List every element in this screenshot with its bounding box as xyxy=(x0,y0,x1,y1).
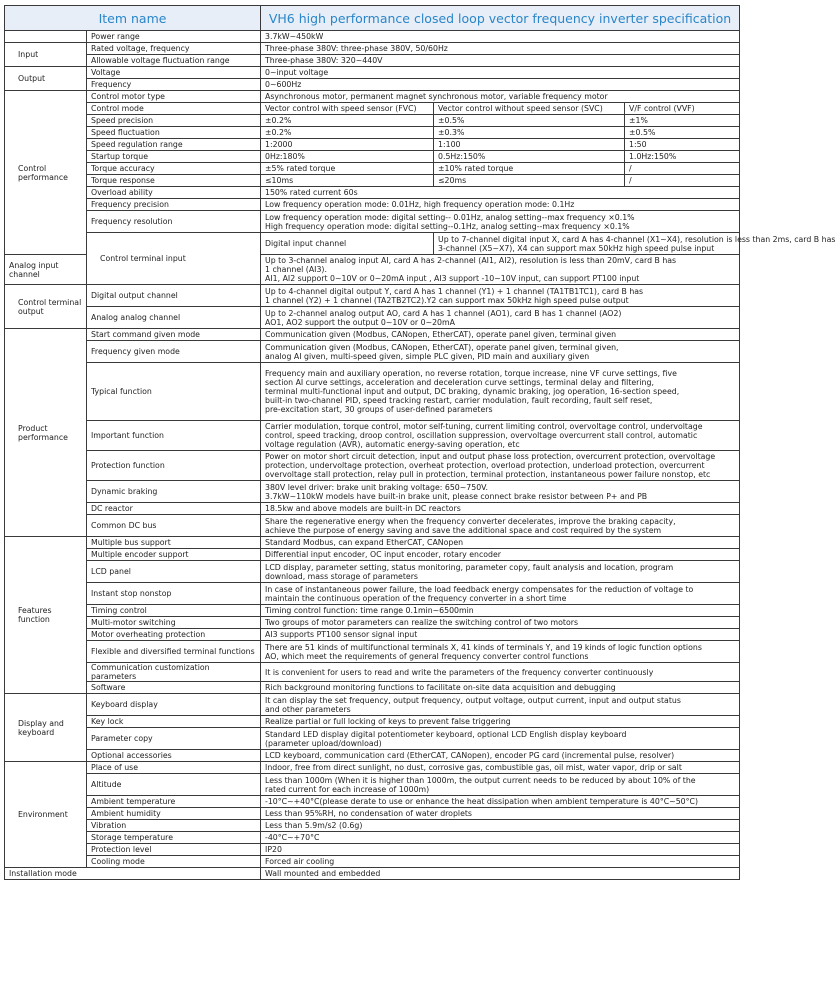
value-line: Less than 5.9m/s2 (0.6g) xyxy=(265,821,363,830)
svc-value: ±0.5% xyxy=(434,115,625,127)
spec-value xyxy=(261,808,740,820)
svc-value: ≤20ms xyxy=(434,175,625,187)
spec-label: Ambient humidity xyxy=(87,808,261,820)
empty-cell xyxy=(5,31,87,43)
spec-label: Cooling mode xyxy=(87,856,261,868)
vvf-value: 1.0Hz:150% xyxy=(625,151,740,163)
table-row xyxy=(5,199,740,211)
category-environment: Environment xyxy=(5,762,87,868)
spec-value xyxy=(261,481,740,503)
table-row xyxy=(5,762,740,774)
table-row xyxy=(5,79,740,91)
spec-value xyxy=(261,341,740,363)
spec-value xyxy=(261,820,740,832)
table-row xyxy=(5,796,740,808)
table-row xyxy=(5,682,740,694)
value-line: Rich background monitoring functions to facilitate on-site data acquisition and debugging xyxy=(265,683,616,692)
vvf-value: 1:50 xyxy=(625,139,740,151)
spec-label: Speed precision xyxy=(87,115,261,127)
table-row xyxy=(5,503,740,515)
table-row xyxy=(5,67,740,79)
spec-value xyxy=(261,641,740,663)
value-line: protection, undervoltage protection, overheat protection, overload protection, underload protection, overcurrent xyxy=(265,461,705,470)
value-line: Indoor, free from direct sunlight, no dust, corrosive gas, combustible gas, oil mist, water vapor, drip or salt xyxy=(265,763,682,772)
fvc-value: ±0.2% xyxy=(261,127,434,139)
table-row xyxy=(5,55,740,67)
value-line: Standard LED display digital potentiometer keyboard, optional LCD English display keyboard xyxy=(265,729,627,739)
spec-label: Communication customization parameters xyxy=(87,663,261,682)
spec-label: Motor overheating protection xyxy=(87,629,261,641)
spec-value xyxy=(261,774,740,796)
value-line: Two groups of motor parameters can realize the switching control of two motors xyxy=(265,618,579,627)
vvf-value: / xyxy=(625,163,740,175)
fvc-value: ±0.2% xyxy=(261,115,434,127)
spec-label: Torque response xyxy=(87,175,261,187)
spec-value xyxy=(261,629,740,641)
table-row xyxy=(5,43,740,55)
spec-label: Frequency xyxy=(87,79,261,91)
spec-value xyxy=(261,750,740,762)
spec-value: 0~600Hz xyxy=(261,79,740,91)
value-line: AO, which meet the requirements of general frequency converter control functions xyxy=(265,651,589,661)
value-line: Differential input encoder, OC input encoder, rotary encoder xyxy=(265,550,501,559)
value-line: maintain the continuous operation of the frequency converter in a short time xyxy=(265,593,567,603)
spec-label: Frequency given mode xyxy=(87,341,261,363)
value-line: built-in two-channel PID, speed tracking restart, carrier modulation, fault recording, fault self reset, xyxy=(265,396,653,405)
spec-label: Voltage xyxy=(87,67,261,79)
value-line: 380V level driver: brake unit braking voltage: 650~750V. xyxy=(265,482,488,492)
value-line: section AI curve settings, acceleration and deceleration curve settings, terminal delay and filtering, xyxy=(265,378,654,387)
fvc-value: ±5% rated torque xyxy=(261,163,434,175)
spec-value xyxy=(434,233,835,255)
value-line: 18.5kw and above models are built-in DC reactors xyxy=(265,504,461,513)
spec-value xyxy=(261,605,740,617)
table-row xyxy=(5,774,740,796)
svc-value: 1:100 xyxy=(434,139,625,151)
spec-label: Keyboard display xyxy=(87,694,261,716)
table-row xyxy=(5,163,740,175)
value-line: Realize partial or full locking of keys to prevent false triggering xyxy=(265,717,511,726)
category-features-function: Features function xyxy=(5,537,87,694)
value-line: achieve the purpose of energy saving and save the additional space and cost required by the system xyxy=(265,525,662,535)
table-row xyxy=(5,716,740,728)
fvc-value: 1:2000 xyxy=(261,139,434,151)
value-line: 1 channel (AI3). xyxy=(265,265,327,274)
spec-label: Dynamic braking xyxy=(87,481,261,503)
table-row xyxy=(5,549,740,561)
table-row xyxy=(5,728,740,750)
table-row xyxy=(5,605,740,617)
spec-label: Speed fluctuation xyxy=(87,127,261,139)
fvc-value: ≤10ms xyxy=(261,175,434,187)
spec-label: Altitude xyxy=(87,774,261,796)
value-line: Communication given (Modbus, CANopen, EtherCAT), operate panel given, terminal given, xyxy=(265,342,619,352)
spec-value xyxy=(261,211,740,233)
table-row xyxy=(5,451,740,481)
spec-value xyxy=(261,617,740,629)
header-item-name: Item name xyxy=(5,6,261,31)
spec-value: Asynchronous motor, permanent magnet synchronous motor, variable frequency motor xyxy=(261,91,740,103)
spec-label: Optional accessories xyxy=(87,750,261,762)
value-line: Low frequency operation mode: digital setting-- 0.01Hz, analog setting--max frequency ×0.1% xyxy=(265,212,635,222)
table-row xyxy=(5,856,740,868)
fvc-value: Vector control with speed sensor (FVC) xyxy=(261,103,434,115)
value-line: LCD display, parameter setting, status monitoring, parameter copy, fault analysis and location, program xyxy=(265,562,674,572)
spec-label: Storage temperature xyxy=(87,832,261,844)
spec-value xyxy=(261,716,740,728)
spec-value: Three-phase 380V: three-phase 380V, 50/60Hz xyxy=(261,43,740,55)
spec-value xyxy=(261,682,740,694)
value-line: In case of instantaneous power failure, the load feedback energy compensates for the reduction of voltage to xyxy=(265,584,694,594)
spec-label: Installation mode xyxy=(5,868,261,880)
table-row xyxy=(5,421,740,451)
spec-value xyxy=(261,796,740,808)
category-input: Input xyxy=(5,43,87,67)
spec-label: Important function xyxy=(87,421,261,451)
spec-label: Overload ability xyxy=(87,187,261,199)
spec-value xyxy=(261,728,740,750)
value-line: and other parameters xyxy=(265,704,351,714)
table-row xyxy=(5,641,740,663)
category-control-terminal-output: Control terminal output xyxy=(5,285,87,329)
table-row xyxy=(5,844,740,856)
spec-value xyxy=(261,285,740,307)
svc-value: Vector control without speed sensor (SVC) xyxy=(434,103,625,115)
spec-label: Key lock xyxy=(87,716,261,728)
spec-label: Software xyxy=(87,682,261,694)
spec-label: Frequency resolution xyxy=(87,211,261,233)
value-line: Standard Modbus, can expand EtherCAT, CANopen xyxy=(265,538,464,547)
value-line: Forced air cooling xyxy=(265,857,335,866)
value-line: Up to 3-channel analog input AI, card A has 2-channel (AI1, AI2), resolution is less than 20mV, card B has xyxy=(265,256,677,265)
spec-label: Start command given mode xyxy=(87,329,261,341)
spec-value xyxy=(261,856,740,868)
table-row xyxy=(5,663,740,682)
vvf-value: ±1% xyxy=(625,115,740,127)
table-body xyxy=(5,31,835,880)
spec-label: Digital output channel xyxy=(87,285,261,307)
value-line: Power on motor short circuit detection, input and output phase loss protection, overcurrent protection, overvoltage xyxy=(265,452,716,461)
value-line: Frequency main and auxiliary operation, no reverse rotation, torque increase, nine VF curve settings, five xyxy=(265,369,677,378)
spec-value xyxy=(261,515,740,537)
table-row xyxy=(5,537,740,549)
value-line: LCD keyboard, communication card (EtherCAT, CANopen), encoder PG card (incremental pulse, resolver) xyxy=(265,751,675,760)
spec-label: Place of use xyxy=(87,762,261,774)
table-row xyxy=(5,103,740,115)
fvc-value: 0Hz:180% xyxy=(261,151,434,163)
spec-label: Speed regulation range xyxy=(87,139,261,151)
table-row xyxy=(5,329,740,341)
table-row xyxy=(5,151,740,163)
spec-label: Startup torque xyxy=(87,151,261,163)
value-line: overvoltage stall protection, relay pull in protection, terminal protection, instantaneous power failure nonstop, etc xyxy=(265,470,711,479)
spec-label: Control mode xyxy=(87,103,261,115)
spec-value xyxy=(261,451,740,481)
value-line: High frequency operation mode: digital setting--0.1Hz, analog setting--max frequency ×0.1% xyxy=(265,221,630,231)
value-line: It is convenient for users to read and write the parameters of the frequency converter continuously xyxy=(265,667,654,677)
value-line: rated current for each increase of 1000m) xyxy=(265,784,430,794)
table-row xyxy=(5,808,740,820)
spec-value xyxy=(261,583,740,605)
value-line: voltage regulation (AVR), automatic energy-saving operation, etc xyxy=(265,440,520,449)
value-line: 3.7kW~110kW models have built-in brake unit, please connect brake resistor between P+ and PB xyxy=(265,491,648,501)
value-line: Less than 1000m (When it is higher than 1000m, the output current needs to be reduced by about 10% of the xyxy=(265,775,696,785)
spec-value: Three-phase 380V: 320~440V xyxy=(261,55,740,67)
vvf-value: V/F control (VVF) xyxy=(625,103,740,115)
spec-label: Common DC bus xyxy=(87,515,261,537)
value-line: Carrier modulation, torque control, motor self-tuning, current limiting control, overvoltage control, undervoltage xyxy=(265,422,703,431)
value-line: 3-channel (X5~X7), X4 can support max 50kHz high speed pulse input xyxy=(438,243,715,253)
spec-label: Control motor type xyxy=(87,91,261,103)
value-line: It can display the set frequency, output frequency, output voltage, output current, input and output status xyxy=(265,695,681,705)
vvf-value: / xyxy=(625,175,740,187)
spec-label: Rated voltage, frequency xyxy=(87,43,261,55)
value-line: IP20 xyxy=(265,845,282,854)
spec-label: Parameter copy xyxy=(87,728,261,750)
category-output: Output xyxy=(5,67,87,91)
spec-value xyxy=(261,503,740,515)
spec-value xyxy=(261,762,740,774)
table-row xyxy=(5,481,740,503)
spec-label: Frequency precision xyxy=(87,199,261,211)
spec-label: Allowable voltage fluctuation range xyxy=(87,55,261,67)
category-display-keyboard: Display and keyboard xyxy=(5,694,87,762)
spec-value xyxy=(261,694,740,716)
table-row xyxy=(5,115,740,127)
spec-label: Digital input channel xyxy=(261,233,434,255)
spec-value xyxy=(261,255,740,285)
spec-label: Power range xyxy=(87,31,261,43)
table-row xyxy=(5,832,740,844)
table-row xyxy=(5,629,740,641)
spec-label: DC reactor xyxy=(87,503,261,515)
value-line: download, mass storage of parameters xyxy=(265,571,418,581)
table-row xyxy=(5,750,740,762)
spec-label: Vibration xyxy=(87,820,261,832)
value-line: Share the regenerative energy when the frequency converter decelerates, improve the braking capacity, xyxy=(265,516,676,526)
table-row xyxy=(5,363,740,421)
value-line: -40°C~+70°C xyxy=(265,833,320,842)
spec-value xyxy=(261,363,740,421)
value-line: analog AI given, multi-speed given, simple PLC given, PID main and auxiliary given xyxy=(265,351,590,361)
spec-label: Multiple encoder support xyxy=(87,549,261,561)
vvf-value: ±0.5% xyxy=(625,127,740,139)
value-line: control, speed tracking, droop control, oscillation suppression, overvoltage overcurrent stall control, automatic xyxy=(265,431,698,440)
value-line: Timing control function: time range 0.1min~6500min xyxy=(265,606,474,615)
value-line: Less than 95%RH, no condensation of water droplets xyxy=(265,809,472,818)
table-row xyxy=(5,91,740,103)
spec-label: Protection level xyxy=(87,844,261,856)
table-row xyxy=(5,139,740,151)
table-row xyxy=(5,233,740,255)
table-row xyxy=(5,583,740,605)
value-line: -10°C~+40°C(please derate to use or enhance the heat dissipation when ambient temperature is 40°C~50°C) xyxy=(265,797,699,806)
spec-label: Timing control xyxy=(87,605,261,617)
table-row xyxy=(5,820,740,832)
spec-label: Multiple bus support xyxy=(87,537,261,549)
spec-value xyxy=(261,663,740,682)
spec-label: Analog input channel xyxy=(5,255,87,285)
table-row xyxy=(5,515,740,537)
table-row xyxy=(5,285,740,307)
table-row xyxy=(5,175,740,187)
spec-label: Typical function xyxy=(87,363,261,421)
spec-value: Low frequency operation mode: 0.01Hz, high frequency operation mode: 0.1Hz xyxy=(261,199,740,211)
table-row xyxy=(5,617,740,629)
spec-label: Multi-motor switching xyxy=(87,617,261,629)
value-line: Up to 2-channel analog output AO, card A has 1 channel (AO1), card B has 1 channel (AO2) xyxy=(265,308,622,318)
table-row xyxy=(5,561,740,583)
category-product-performance: Product performance xyxy=(5,329,87,537)
spec-label: Flexible and diversified terminal functions xyxy=(87,641,261,663)
header-spec-title: VH6 high performance closed loop vector frequency inverter specification xyxy=(261,6,740,31)
svc-value: ±10% rated torque xyxy=(434,163,625,175)
table-row xyxy=(5,127,740,139)
value-line: pre-excitation start, 30 groups of user-defined parameters xyxy=(265,405,493,414)
value-line: Up to 4-channel digital output Y, card A has 1 channel (Y1) + 1 channel (TA1TB1TC1), card B has xyxy=(265,286,644,296)
spec-value xyxy=(261,561,740,583)
spec-value xyxy=(261,307,740,329)
table-header-row xyxy=(5,6,740,31)
spec-label: Ambient temperature xyxy=(87,796,261,808)
spec-value: 3.7kW~450kW xyxy=(261,31,740,43)
table-row xyxy=(5,211,740,233)
table-row xyxy=(5,307,740,329)
value-line: Up to 7-channel digital input X, card A has 4-channel (X1~X4), resolution is less than 2ms, card B has xyxy=(438,234,835,244)
value-line: AO1, AO2 support the output 0~10V or 0~20mA xyxy=(265,317,455,327)
spec-label: LCD panel xyxy=(87,561,261,583)
spec-value: Wall mounted and embedded xyxy=(261,868,740,880)
value-line: (parameter upload/download) xyxy=(265,738,382,748)
table-row xyxy=(5,868,740,880)
spec-value xyxy=(261,832,740,844)
category-control-performance: Control performance xyxy=(5,91,87,255)
table-row xyxy=(5,31,740,43)
category-control-terminal-input: Control terminal input xyxy=(87,233,261,285)
value-line: AI3 supports PT100 sensor signal input xyxy=(265,630,418,639)
spec-label: Protection function xyxy=(87,451,261,481)
value-line: There are 51 kinds of multifunctional terminals X, 41 kinds of terminals Y, and 19 kinds of logic function options xyxy=(265,642,702,652)
table-row xyxy=(5,341,740,363)
svc-value: 0.5Hz:150% xyxy=(434,151,625,163)
spec-label: Instant stop nonstop xyxy=(87,583,261,605)
value-line: 1 channel (Y2) + 1 channel (TA2TB2TC2).Y2 can support max 50kHz high speed pulse output xyxy=(265,295,629,305)
value-line: AI1, AI2 support 0~10V or 0~20mA input , AI3 support -10~10V input, can support PT100 input xyxy=(265,274,640,283)
spec-value xyxy=(261,421,740,451)
spec-label: Analog analog channel xyxy=(87,307,261,329)
spec-value xyxy=(261,549,740,561)
spec-value xyxy=(261,537,740,549)
spec-value xyxy=(261,844,740,856)
table-row xyxy=(5,187,740,199)
value-line: terminal multi-functional input and output, DC braking, dynamic braking, jog operation, 16-section speed, xyxy=(265,387,680,396)
value-line: Communication given (Modbus, CANopen, EtherCAT), operate panel given, terminal given xyxy=(265,330,617,339)
spec-label: Torque accuracy xyxy=(87,163,261,175)
svc-value: ±0.3% xyxy=(434,127,625,139)
spec-value xyxy=(261,329,740,341)
table-row xyxy=(5,694,740,716)
spec-value: 0~input voltage xyxy=(261,67,740,79)
spec-table xyxy=(4,5,835,880)
spec-value: 150% rated current 60s xyxy=(261,187,740,199)
